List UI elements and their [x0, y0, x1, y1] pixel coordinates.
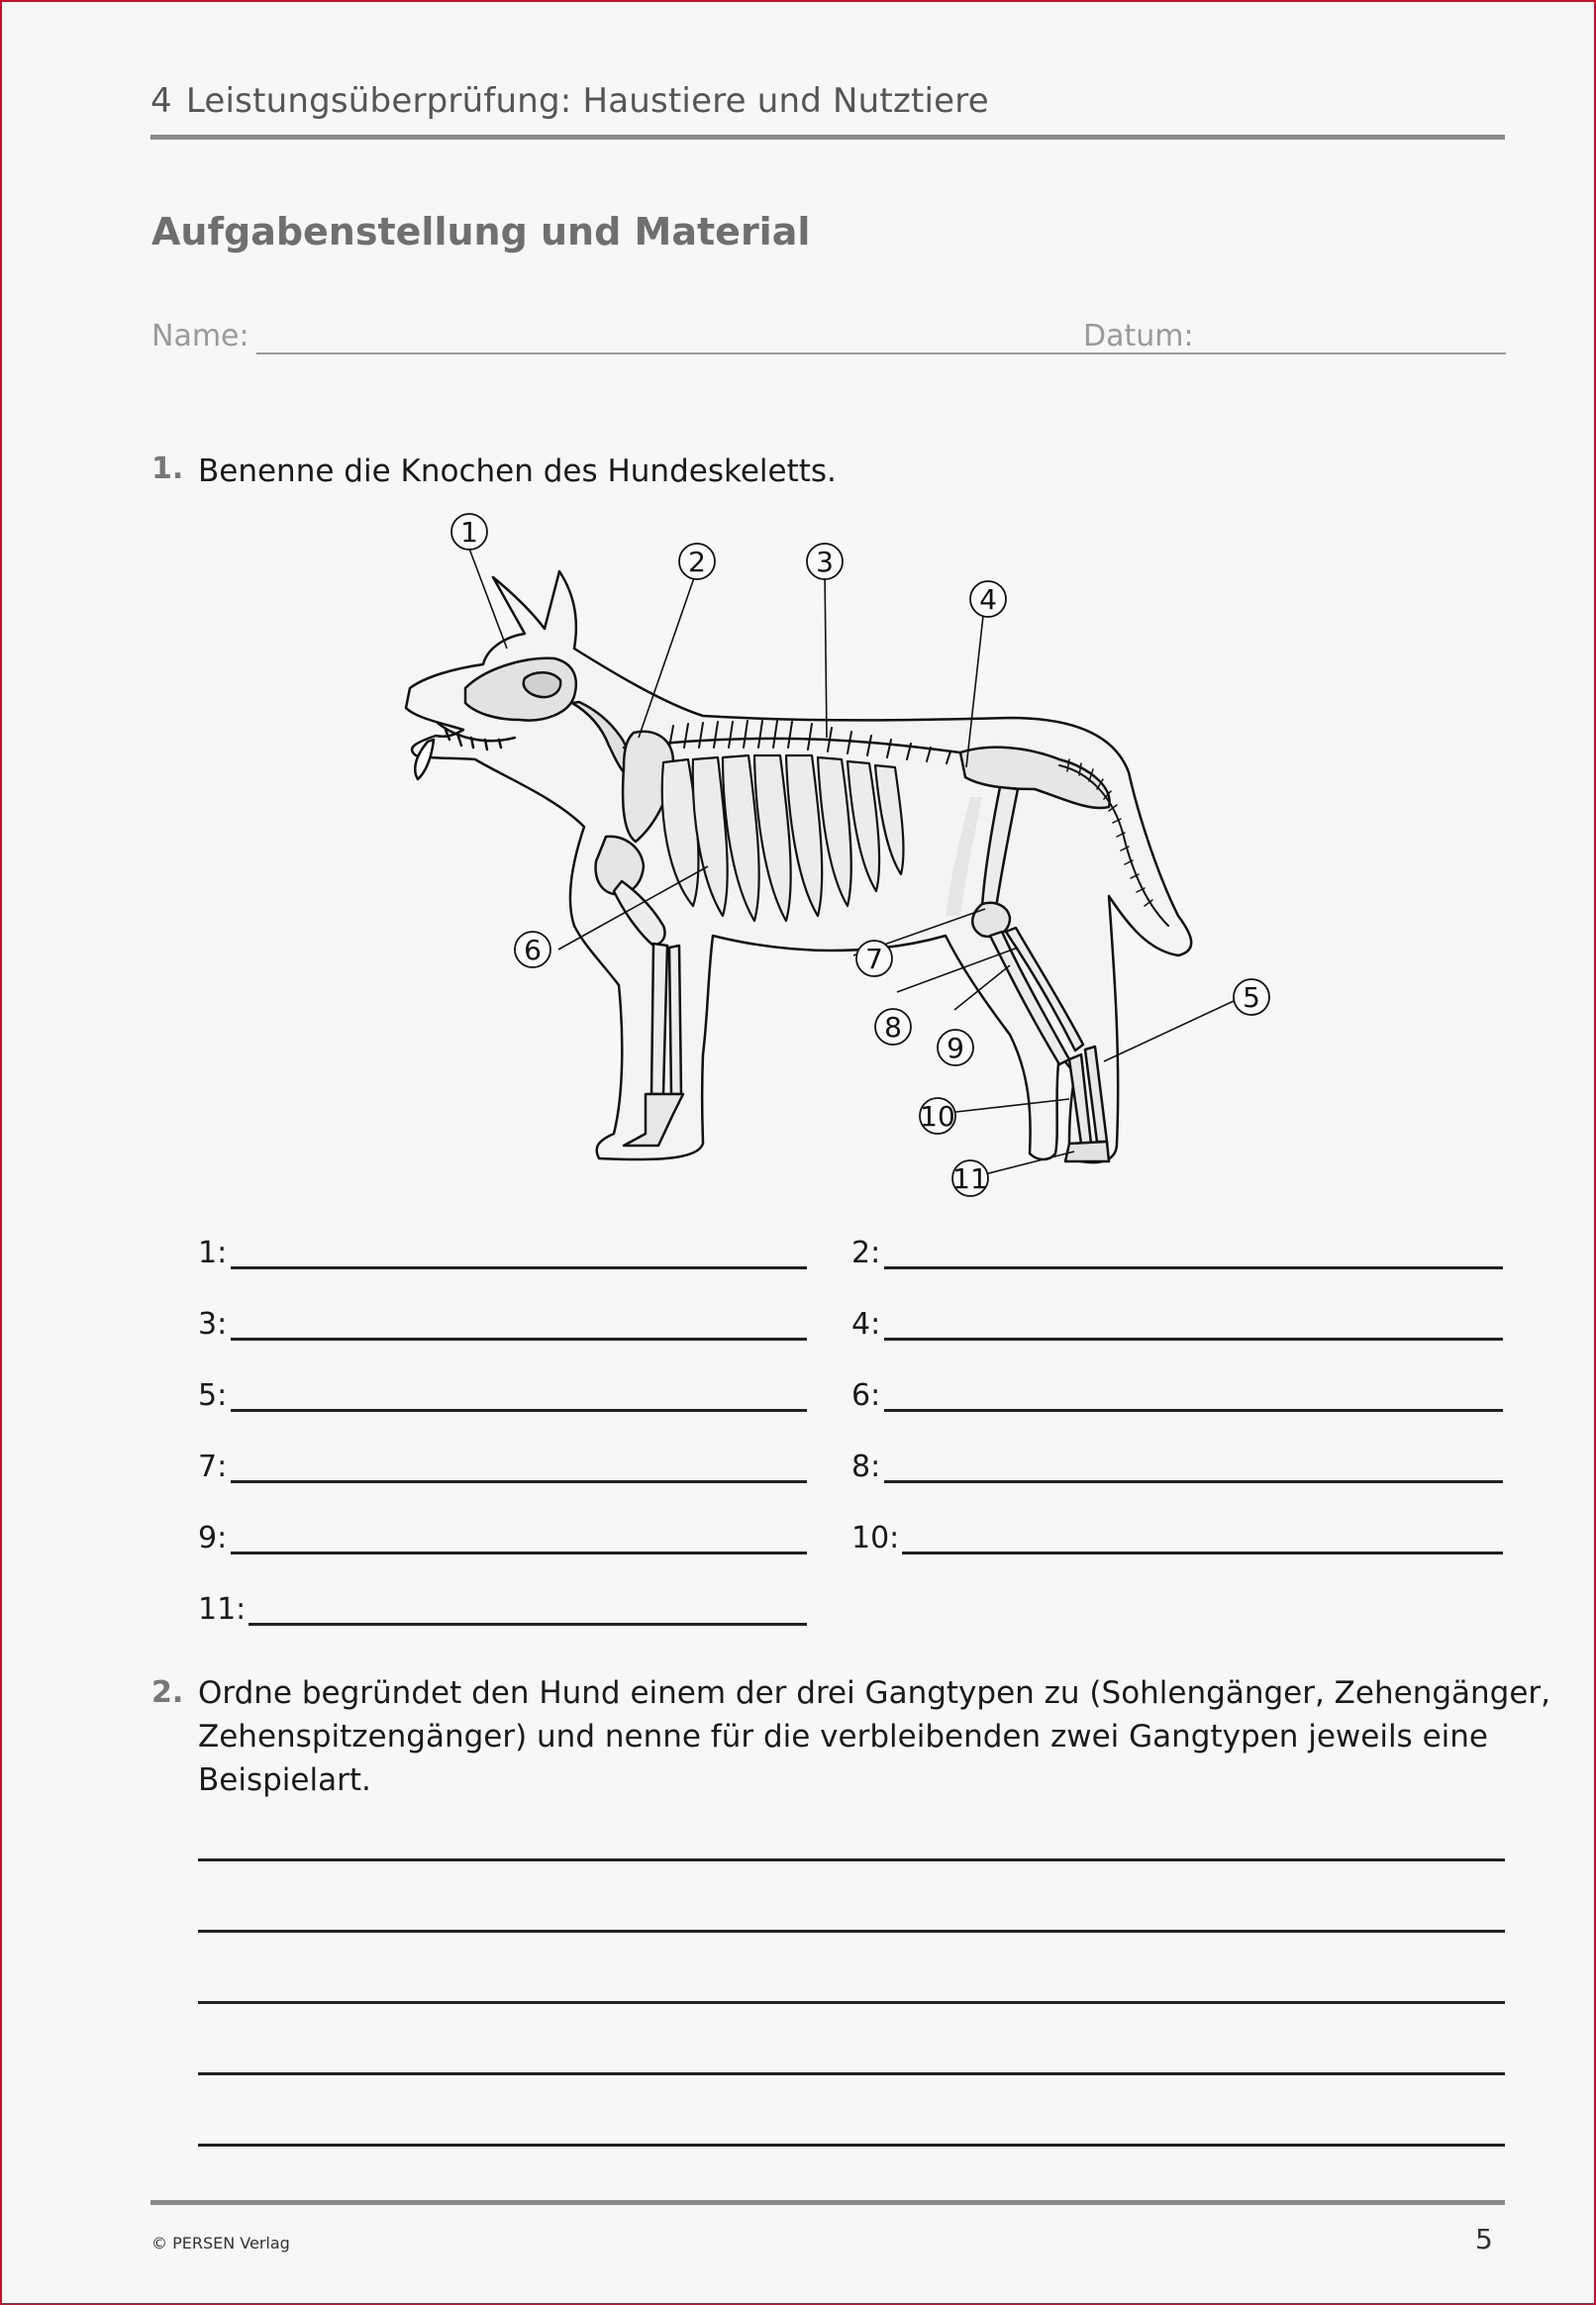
task-2-text-line-1: Ordne begründet den Hund einem der drei Gangtypen zu (Sohlengänger, Zehengänger, [198, 1675, 1551, 1711]
publisher-credit: © PERSEN Verlag [151, 2234, 290, 2253]
svg-text:10: 10 [920, 1100, 955, 1133]
svg-text:6: 6 [524, 934, 542, 966]
answer-label-3: 3: [198, 1307, 228, 1342]
writing-line-5[interactable] [198, 2144, 1505, 2147]
answer-line-6[interactable] [884, 1409, 1503, 1412]
figure-label-2 [679, 544, 715, 579]
answer-line-8[interactable] [884, 1480, 1503, 1483]
writing-line-3[interactable] [198, 2001, 1505, 2004]
answer-label-4: 4: [851, 1307, 881, 1342]
name-label: Name: [151, 319, 249, 353]
figure-label-6 [515, 932, 550, 967]
figure-label-3 [807, 544, 843, 579]
answer-line-5[interactable] [231, 1409, 807, 1412]
answer-label-9: 9: [198, 1521, 228, 1555]
figure-label-11 [952, 1160, 988, 1196]
answer-label-11: 11: [198, 1592, 247, 1627]
answer-line-9[interactable] [231, 1552, 807, 1554]
answer-label-8: 8: [851, 1450, 881, 1484]
dog-skeleton-drawing [406, 571, 1191, 1162]
section-title: Aufgabenstellung und Material [151, 210, 811, 253]
task-2-number: 2. [151, 1675, 184, 1710]
writing-line-2[interactable] [198, 1930, 1505, 1933]
page-number: 5 [1475, 2223, 1493, 2255]
chapter-number: 4 [150, 81, 172, 121]
writing-line-1[interactable] [198, 1858, 1505, 1861]
svg-text:2: 2 [688, 546, 706, 578]
figure-label-1 [451, 514, 487, 550]
chapter-title: Leistungsüberprüfung: Haustiere und Nutztiere [185, 81, 989, 121]
answer-line-2[interactable] [884, 1266, 1503, 1269]
name-date-row [151, 319, 1506, 362]
figure-label-4 [970, 581, 1006, 617]
answer-line-3[interactable] [231, 1338, 807, 1341]
svg-text:3: 3 [816, 546, 834, 578]
task-2-text-line-2: Zehenspitzengänger) und nenne für die verbleibenden zwei Gangtypen jeweils eine [198, 1719, 1488, 1754]
answer-label-10: 10: [851, 1521, 900, 1555]
answer-label-7: 7: [198, 1450, 228, 1484]
date-field[interactable] [1199, 352, 1506, 354]
svg-text:11: 11 [952, 1162, 988, 1195]
answer-line-7[interactable] [231, 1480, 807, 1483]
svg-text:9: 9 [947, 1032, 964, 1064]
date-label: Datum: [1083, 319, 1194, 353]
writing-line-4[interactable] [198, 2072, 1505, 2075]
figure-label-9 [938, 1030, 973, 1065]
answer-label-6: 6: [851, 1378, 881, 1413]
svg-text:8: 8 [884, 1011, 902, 1044]
svg-text:4: 4 [979, 583, 997, 616]
header-rule [150, 135, 1505, 140]
figure-label-8 [875, 1009, 911, 1045]
svg-text:7: 7 [865, 943, 883, 975]
task-1-number: 1. [151, 451, 184, 486]
answer-label-5: 5: [198, 1378, 228, 1413]
svg-text:5: 5 [1243, 981, 1260, 1014]
answer-line-1[interactable] [231, 1266, 807, 1269]
running-header [150, 81, 1505, 121]
answer-line-4[interactable] [884, 1338, 1503, 1341]
footer-rule [150, 2200, 1505, 2205]
answer-line-10[interactable] [902, 1552, 1503, 1554]
answer-label-1: 1: [198, 1236, 228, 1270]
answer-label-2: 2: [851, 1236, 881, 1270]
dog-skeleton-figure [376, 500, 1287, 1213]
answer-line-11[interactable] [249, 1623, 807, 1626]
figure-label-7 [856, 941, 892, 976]
name-field[interactable] [256, 352, 1215, 354]
svg-text:1: 1 [460, 516, 478, 549]
task-2-text-line-3: Beispielart. [198, 1762, 371, 1798]
figure-label-5 [1234, 979, 1269, 1015]
task-1-text: Benenne die Knochen des Hundeskeletts. [198, 453, 837, 489]
figure-label-10 [920, 1098, 955, 1134]
